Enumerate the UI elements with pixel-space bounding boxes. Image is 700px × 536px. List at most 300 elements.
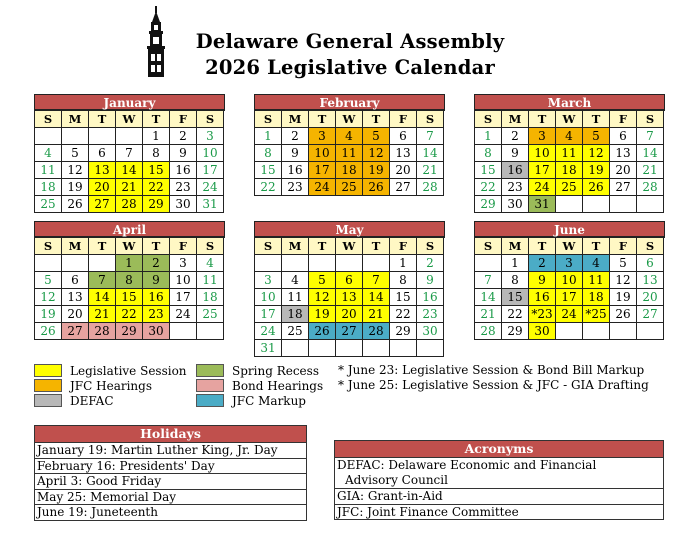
day-cell: 2 (143, 255, 170, 272)
weekday-header: F (390, 238, 417, 255)
day-cell: 18 (282, 306, 309, 323)
day-cell: 20 (62, 306, 89, 323)
weekday-header: S (637, 238, 664, 255)
day-cell: 20 (610, 162, 637, 179)
day-cell: 30 (143, 323, 170, 340)
weekday-header: W (556, 238, 583, 255)
weekday-header: F (390, 111, 417, 128)
day-cell: 17 (197, 162, 224, 179)
day-cell: 4 (556, 128, 583, 145)
holidays-title: Holidays (35, 426, 306, 442)
day-cell: 6 (89, 145, 116, 162)
holiday-item: April 3: Good Friday (35, 473, 306, 489)
weekday-header: T (89, 238, 116, 255)
day-cell: 27 (637, 306, 664, 323)
legend-item: JFC Markup (196, 393, 306, 408)
day-cell: 10 (556, 272, 583, 289)
day-cell: 19 (610, 289, 637, 306)
page-subtitle: 2026 Legislative Calendar (205, 56, 495, 79)
holiday-item: February 16: Presidents' Day (35, 458, 306, 474)
day-cell: 30 (170, 196, 197, 213)
day-cell: 18 (197, 289, 224, 306)
legend-swatch-jfc-markup (196, 394, 224, 407)
day-cell: 1 (390, 255, 417, 272)
empty-day-cell (556, 323, 583, 340)
day-cell: 9 (143, 272, 170, 289)
weekday-header: F (170, 238, 197, 255)
day-cell: 3 (197, 128, 224, 145)
day-cell: 19 (363, 162, 390, 179)
day-cell: 14 (417, 145, 444, 162)
calendar-june (474, 221, 665, 340)
empty-day-cell (255, 255, 282, 272)
day-cell: 3 (170, 255, 197, 272)
month-grid (254, 237, 445, 357)
day-cell: 25 (556, 179, 583, 196)
day-cell: 28 (116, 196, 143, 213)
calendar-february (254, 94, 445, 196)
acronym-item: DEFAC: Delaware Economic and Financial (335, 457, 663, 473)
day-cell: 23 (143, 306, 170, 323)
month-grid (34, 237, 225, 340)
day-cell: 24 (255, 323, 282, 340)
day-cell: 17 (309, 162, 336, 179)
day-cell: 29 (502, 323, 529, 340)
day-cell: 20 (89, 179, 116, 196)
empty-day-cell (35, 255, 62, 272)
day-cell: 1 (475, 128, 502, 145)
day-cell: 14 (475, 289, 502, 306)
day-cell: 4 (583, 255, 610, 272)
legend-swatch-legislative-session (34, 364, 62, 377)
day-cell: 7 (637, 128, 664, 145)
day-cell: 13 (336, 289, 363, 306)
day-cell: 10 (170, 272, 197, 289)
day-cell: 28 (475, 323, 502, 340)
weekday-header: M (62, 111, 89, 128)
day-cell: 12 (583, 145, 610, 162)
legend-item: Bond Hearings (196, 378, 323, 393)
weekday-header: T (89, 111, 116, 128)
day-cell: 26 (62, 196, 89, 213)
day-cell: 8 (116, 272, 143, 289)
month-title: February (254, 94, 445, 110)
weekday-header: S (637, 111, 664, 128)
day-cell: 13 (637, 272, 664, 289)
day-cell: 11 (282, 289, 309, 306)
day-cell: 25 (336, 179, 363, 196)
day-cell: 31 (197, 196, 224, 213)
weekday-header: M (62, 238, 89, 255)
day-cell: 11 (583, 272, 610, 289)
day-cell: 6 (610, 128, 637, 145)
empty-day-cell (89, 128, 116, 145)
weekday-header: S (417, 238, 444, 255)
day-cell: 19 (62, 179, 89, 196)
day-cell: 4 (35, 145, 62, 162)
day-cell: 5 (363, 128, 390, 145)
day-cell: 22 (475, 179, 502, 196)
day-cell: 17 (170, 289, 197, 306)
day-cell: 9 (417, 272, 444, 289)
day-cell: 18 (556, 162, 583, 179)
day-cell: 2 (502, 128, 529, 145)
day-cell: *23 (529, 306, 556, 323)
weekday-header: T (583, 111, 610, 128)
day-cell: 18 (583, 289, 610, 306)
day-cell: 16 (502, 162, 529, 179)
weekday-header: W (116, 238, 143, 255)
day-cell: 4 (197, 255, 224, 272)
day-cell: 20 (390, 162, 417, 179)
calendar-april (34, 221, 225, 340)
day-cell: 7 (116, 145, 143, 162)
day-cell: 12 (363, 145, 390, 162)
day-cell: 6 (390, 128, 417, 145)
legend (34, 363, 674, 411)
day-cell: 30 (417, 323, 444, 340)
day-cell: 12 (62, 162, 89, 179)
legend-swatch-spring-recess (196, 364, 224, 377)
weekday-header: S (475, 238, 502, 255)
acronym-item: JFC: Joint Finance Committee (335, 504, 663, 520)
weekday-header: S (417, 111, 444, 128)
day-cell: 17 (255, 306, 282, 323)
day-cell: 23 (170, 179, 197, 196)
day-cell: 23 (417, 306, 444, 323)
day-cell: 26 (309, 323, 336, 340)
day-cell: 10 (309, 145, 336, 162)
day-cell: 26 (610, 306, 637, 323)
day-cell: 15 (475, 162, 502, 179)
day-cell: 8 (502, 272, 529, 289)
weekday-header: S (197, 238, 224, 255)
holidays-box (34, 425, 307, 521)
note-june-23: * June 23: Legislative Session & Bond Bill Markup (338, 363, 645, 377)
day-cell: 22 (255, 179, 282, 196)
day-cell: 24 (197, 179, 224, 196)
day-cell: 2 (417, 255, 444, 272)
weekday-header: S (475, 111, 502, 128)
legend-swatch-jfc-hearings (34, 379, 62, 392)
empty-day-cell (610, 323, 637, 340)
empty-day-cell (282, 255, 309, 272)
day-cell: 17 (529, 162, 556, 179)
weekday-header: M (502, 111, 529, 128)
empty-day-cell (197, 323, 224, 340)
day-cell: 4 (336, 128, 363, 145)
day-cell: 11 (197, 272, 224, 289)
day-cell: 1 (502, 255, 529, 272)
day-cell: 9 (529, 272, 556, 289)
day-cell: 9 (282, 145, 309, 162)
empty-day-cell (89, 255, 116, 272)
calendar-march (474, 94, 665, 213)
day-cell: 26 (35, 323, 62, 340)
day-cell: 27 (62, 323, 89, 340)
day-cell: 18 (35, 179, 62, 196)
empty-day-cell (610, 196, 637, 213)
day-cell: 21 (637, 162, 664, 179)
month-title: June (474, 221, 665, 237)
weekday-header: T (363, 238, 390, 255)
weekday-header: M (282, 238, 309, 255)
day-cell: 26 (583, 179, 610, 196)
empty-day-cell (336, 255, 363, 272)
day-cell: 20 (637, 289, 664, 306)
day-cell: 21 (475, 306, 502, 323)
day-cell: 14 (363, 289, 390, 306)
day-cell: 29 (116, 323, 143, 340)
day-cell: 15 (255, 162, 282, 179)
day-cell: 14 (637, 145, 664, 162)
day-cell: 5 (309, 272, 336, 289)
day-cell: 28 (417, 179, 444, 196)
day-cell: 15 (502, 289, 529, 306)
day-cell: 9 (170, 145, 197, 162)
weekday-header: M (502, 238, 529, 255)
empty-day-cell (390, 340, 417, 357)
legend-item: DEFAC (34, 393, 114, 408)
acronym-item: GIA: Grant-in-Aid (335, 488, 663, 504)
day-cell: 19 (35, 306, 62, 323)
day-cell: 20 (336, 306, 363, 323)
day-cell: 3 (255, 272, 282, 289)
legend-swatch-defac (34, 394, 62, 407)
weekday-header: S (197, 111, 224, 128)
day-cell: 12 (35, 289, 62, 306)
day-cell: 26 (363, 179, 390, 196)
day-cell: 5 (610, 255, 637, 272)
empty-day-cell (363, 255, 390, 272)
day-cell: 21 (116, 179, 143, 196)
empty-day-cell (475, 255, 502, 272)
day-cell: 30 (529, 323, 556, 340)
day-cell: 10 (529, 145, 556, 162)
note-june-25: * June 25: Legislative Session & JFC - GIA Drafting (338, 378, 649, 392)
day-cell: 22 (502, 306, 529, 323)
month-grid (474, 110, 665, 213)
empty-day-cell (62, 128, 89, 145)
month-title: January (34, 94, 225, 110)
month-grid (254, 110, 445, 196)
empty-day-cell (282, 340, 309, 357)
holiday-item: May 25: Memorial Day (35, 489, 306, 505)
day-cell: 21 (363, 306, 390, 323)
empty-day-cell (170, 323, 197, 340)
day-cell: 31 (529, 196, 556, 213)
day-cell: 11 (35, 162, 62, 179)
weekday-header: T (143, 111, 170, 128)
day-cell: 14 (89, 289, 116, 306)
page-title: Delaware General Assembly (195, 30, 505, 53)
empty-day-cell (309, 340, 336, 357)
day-cell: 2 (282, 128, 309, 145)
day-cell: 2 (529, 255, 556, 272)
holiday-item: January 19: Martin Luther King, Jr. Day (35, 442, 306, 458)
day-cell: 22 (390, 306, 417, 323)
month-grid (34, 110, 225, 213)
day-cell: 13 (610, 145, 637, 162)
day-cell: 13 (89, 162, 116, 179)
day-cell: 17 (556, 289, 583, 306)
acronyms-title: Acronyms (335, 441, 663, 457)
empty-day-cell (309, 255, 336, 272)
legend-item: Legislative Session (34, 363, 187, 378)
empty-day-cell (35, 128, 62, 145)
day-cell: 7 (475, 272, 502, 289)
day-cell: 7 (417, 128, 444, 145)
day-cell: 1 (143, 128, 170, 145)
day-cell: 27 (336, 323, 363, 340)
day-cell: 16 (529, 289, 556, 306)
day-cell: 23 (502, 179, 529, 196)
empty-day-cell (417, 340, 444, 357)
empty-day-cell (336, 340, 363, 357)
calendar-january (34, 94, 225, 213)
day-cell: 25 (35, 196, 62, 213)
weekday-header: W (336, 238, 363, 255)
day-cell: 11 (336, 145, 363, 162)
legislative-hall-icon (140, 6, 172, 78)
empty-day-cell (363, 340, 390, 357)
day-cell: 21 (89, 306, 116, 323)
empty-day-cell (116, 128, 143, 145)
weekday-header: T (363, 111, 390, 128)
day-cell: 3 (529, 128, 556, 145)
empty-day-cell (62, 255, 89, 272)
legend-item: Spring Recess (196, 363, 319, 378)
legend-swatch-bond-hearings (196, 379, 224, 392)
empty-day-cell (556, 196, 583, 213)
weekday-header: W (116, 111, 143, 128)
day-cell: 2 (170, 128, 197, 145)
empty-day-cell (637, 196, 664, 213)
weekday-header: S (35, 111, 62, 128)
day-cell: 13 (390, 145, 417, 162)
day-cell: 16 (417, 289, 444, 306)
day-cell: *25 (583, 306, 610, 323)
day-cell: 22 (143, 179, 170, 196)
day-cell: 7 (89, 272, 116, 289)
weekday-header: W (336, 111, 363, 128)
day-cell: 22 (116, 306, 143, 323)
day-cell: 12 (309, 289, 336, 306)
legend-item: JFC Hearings (34, 378, 152, 393)
day-cell: 21 (417, 162, 444, 179)
month-title: March (474, 94, 665, 110)
day-cell: 8 (475, 145, 502, 162)
day-cell: 29 (390, 323, 417, 340)
day-cell: 27 (89, 196, 116, 213)
day-cell: 29 (475, 196, 502, 213)
day-cell: 19 (309, 306, 336, 323)
month-title: May (254, 221, 445, 237)
calendar-may (254, 221, 445, 357)
weekday-header: F (610, 111, 637, 128)
weekday-header: T (529, 111, 556, 128)
acronym-item-continued: Advisory Council (345, 472, 448, 487)
day-cell: 27 (390, 179, 417, 196)
weekday-header: S (255, 111, 282, 128)
day-cell: 30 (502, 196, 529, 213)
day-cell: 24 (170, 306, 197, 323)
empty-day-cell (583, 196, 610, 213)
day-cell: 28 (363, 323, 390, 340)
day-cell: 8 (143, 145, 170, 162)
day-cell: 6 (62, 272, 89, 289)
weekday-header: F (170, 111, 197, 128)
weekday-header: S (35, 238, 62, 255)
day-cell: 24 (556, 306, 583, 323)
day-cell: 23 (282, 179, 309, 196)
acronyms-box (334, 440, 664, 520)
day-cell: 3 (309, 128, 336, 145)
weekday-header: T (529, 238, 556, 255)
day-cell: 13 (62, 289, 89, 306)
day-cell: 4 (282, 272, 309, 289)
day-cell: 16 (170, 162, 197, 179)
day-cell: 18 (336, 162, 363, 179)
day-cell: 15 (143, 162, 170, 179)
weekday-header: F (610, 238, 637, 255)
day-cell: 1 (255, 128, 282, 145)
weekday-header: S (255, 238, 282, 255)
day-cell: 24 (529, 179, 556, 196)
day-cell: 1 (116, 255, 143, 272)
day-cell: 11 (556, 145, 583, 162)
day-cell: 8 (390, 272, 417, 289)
month-grid (474, 237, 665, 340)
weekday-header: W (556, 111, 583, 128)
day-cell: 19 (583, 162, 610, 179)
weekday-header: T (583, 238, 610, 255)
day-cell: 15 (390, 289, 417, 306)
day-cell: 16 (282, 162, 309, 179)
day-cell: 25 (282, 323, 309, 340)
weekday-header: M (282, 111, 309, 128)
weekday-header: T (309, 111, 336, 128)
weekday-header: T (309, 238, 336, 255)
day-cell: 5 (35, 272, 62, 289)
day-cell: 16 (143, 289, 170, 306)
day-cell: 10 (255, 289, 282, 306)
day-cell: 14 (116, 162, 143, 179)
day-cell: 6 (637, 255, 664, 272)
day-cell: 29 (143, 196, 170, 213)
weekday-header: T (143, 238, 170, 255)
day-cell: 10 (197, 145, 224, 162)
month-title: April (34, 221, 225, 237)
day-cell: 5 (583, 128, 610, 145)
day-cell: 8 (255, 145, 282, 162)
day-cell: 3 (556, 255, 583, 272)
day-cell: 12 (610, 272, 637, 289)
day-cell: 25 (197, 306, 224, 323)
day-cell: 27 (610, 179, 637, 196)
day-cell: 7 (363, 272, 390, 289)
empty-day-cell (637, 323, 664, 340)
day-cell: 6 (336, 272, 363, 289)
day-cell: 5 (62, 145, 89, 162)
day-cell: 9 (502, 145, 529, 162)
day-cell: 24 (309, 179, 336, 196)
day-cell: 31 (255, 340, 282, 357)
day-cell: 28 (89, 323, 116, 340)
day-cell: 15 (116, 289, 143, 306)
empty-day-cell (583, 323, 610, 340)
day-cell: 28 (637, 179, 664, 196)
